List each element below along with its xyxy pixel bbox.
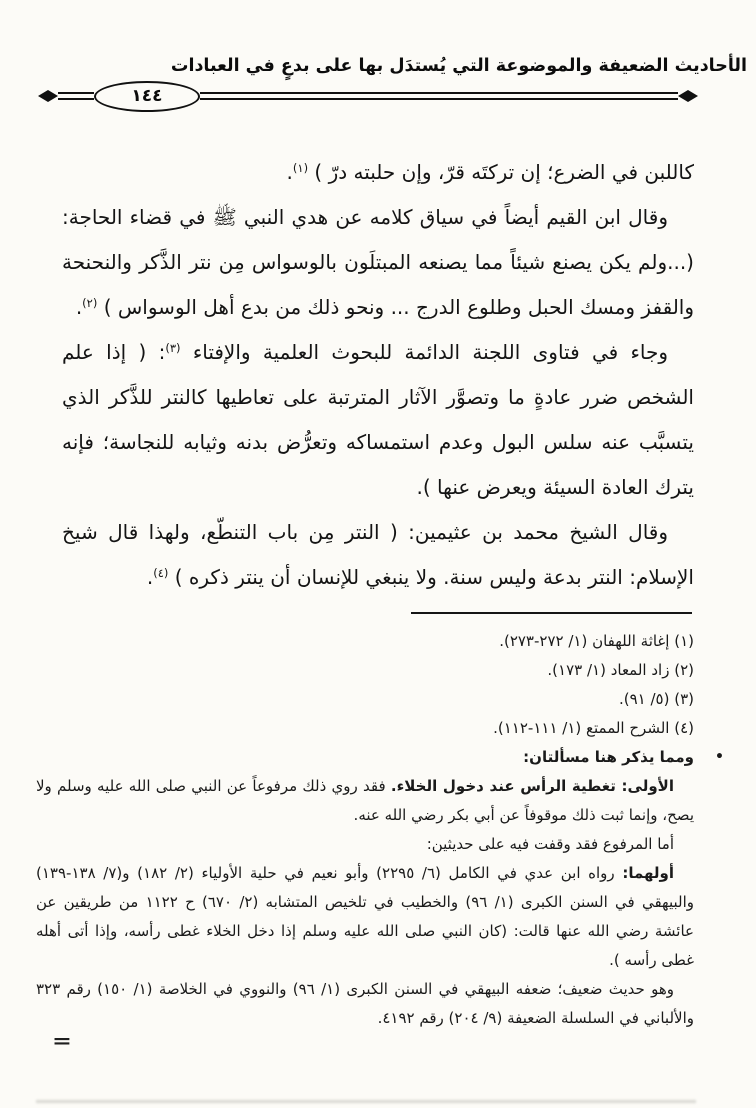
footnote-hadith1-text: رواه ابن عدي في الكامل (٦/ ٢٢٩٥) وأبو نعيم في حلية الأولياء (٢/ ١٨٢) و(٧/ ١٣٨-١٣٩) والبيهقي في السنن الكبرى (١/ ٩٦) والخطيب في تلخيص المتشابه (٢/ ٦٧٠) ح ١١٢٢ من طريقين عن عائشة رضي الله عنها قالت: (كان النبي صلى الله عليه وسلم إذا دخل الخلاء غطى رأسه، وإذا أتى أهله غطى رأسه ). (36, 864, 694, 969)
scan-edge-smudge (36, 1100, 696, 1103)
body-text (62, 150, 694, 600)
footnote-note-heading-line (36, 743, 724, 772)
footnote-hadith1 (36, 859, 694, 975)
paragraph-text: وقال الشيخ محمد بن عثيمين: ( النتر مِن باب التنطّع، ولهذا قال شيخ الإسلام: النتر بدعة وليس سنة. ولا ينبغي للإنسان أن ينتر ذكره ) (62, 520, 694, 589)
paragraph-continuation (62, 150, 694, 195)
footnote-marker-3: (٣) (165, 341, 181, 355)
paragraph-text: . (286, 160, 293, 184)
footnote-first-issue (36, 772, 694, 830)
page-number-badge (94, 81, 200, 112)
paragraph-text: . (146, 565, 154, 589)
header-ornament (38, 80, 698, 112)
footnote-ref-4: (٤) الشرح الممتع (١/ ١١١-١١٢). (493, 719, 694, 737)
paragraph-text: وقال ابن القيم أيضاً في سياق كلامه عن هدي النبي ﷺ في قضاء الحاجة: (...ولم يكن يصنع شيئاً مما يصنعه المبتلَون بالوسواس مِن نتر الذَّكر والنحنحة والقفز ومسك الحبل وطلوع الدرج ... ونحو ذلك من بدع أهل الوسواس ) (62, 205, 694, 319)
paragraph-text: . (75, 295, 83, 319)
page-number: ١٤٤ (131, 86, 163, 106)
paragraph-text: كاللبن في الضرع؛ إن تركتَه قرّ، وإن حلبته درّ ) (308, 160, 694, 184)
footnote-first-issue-text: فقد روي ذلك مرفوعاً عن النبي صلى الله عليه وسلم ولا يصح، وإنما ثبت ذلك موقوفاً عن أبي بكر رضي الله عنه. (36, 777, 694, 824)
paragraph-fatwa-committee (62, 330, 694, 510)
double-rule-right (200, 92, 678, 100)
footnote-first-issue-lead: الأولى: تغطية الرأس عند دخول الخلاء. (390, 777, 674, 795)
footnote-ref-3: (٣) (٥/ ٩١). (618, 690, 694, 708)
footnote-continuation-mark: = (52, 1030, 72, 1052)
footnotes-section (36, 627, 724, 1033)
diamond-ornament-left (38, 90, 58, 102)
paragraph-ibn-qayyim (62, 195, 694, 330)
footnote-divider (411, 612, 692, 614)
double-rule-left (58, 92, 94, 100)
footnote-marker-2: (٢) (82, 296, 98, 310)
footnote-ref-1: (١) إغاثة اللهفان (١/ ٢٧٢-٢٧٣). (499, 632, 694, 650)
footnote-marker-4: (٤) (153, 566, 169, 580)
footnote-marker-1: (١) (292, 161, 309, 175)
paragraph-text: وجاء في فتاوى اللجنة الدائمة للبحوث العلمية والإفتاء (180, 340, 668, 364)
footnote-hadith1-lead: أولهما: (622, 864, 675, 882)
footnote-grading: وهو حديث ضعيف؛ ضعفه البيهقي في السنن الكبرى (١/ ٩٦) والنووي في الخلاصة (١/ ١٥٠) رقم ٣٢٣ والألباني في السلسلة الضعيفة (٩/ ٢٠٤) رقم ٤١٩٢. (36, 980, 694, 1027)
running-header-title: الأحاديث الضعيفة والموضوعة التي يُستدَل بها على بدعٍ في العبادات (170, 56, 747, 76)
footnote-note-heading: ومما يذكر هنا مسألتان: (523, 748, 694, 766)
bullet-icon: • (715, 749, 724, 765)
footnote-marfou-intro: أما المرفوع فقد وقفت فيه على حديثين: (426, 835, 674, 853)
footnote-ref-2: (٢) زاد المعاد (١/ ١٧٣). (547, 661, 694, 679)
diamond-ornament-right (678, 90, 698, 102)
paragraph-text: : ( إذا علم الشخص ضرر عادةٍ ما وتصوَّر الآثار المترتبة على تعاطيها كالنتر للذَّكر الذي يتسبَّب عنه سلس البول وعدم استمساكه وتعرُّض بدنه وثيابه للنجاسة؛ فإنه يترك العادة السيئة ويعرض عنها ). (62, 340, 694, 499)
paragraph-ibn-uthaymin (62, 510, 694, 600)
